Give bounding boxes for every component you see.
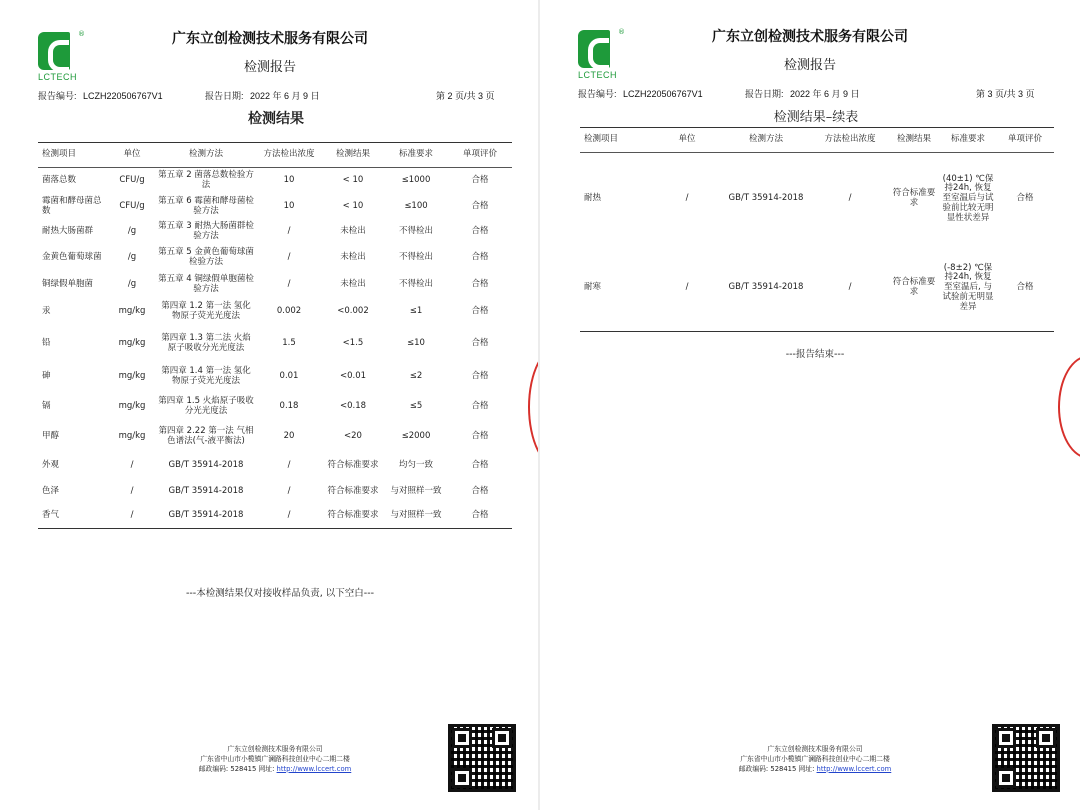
footer-company: 广东立创检测技术服务有限公司 <box>227 745 323 753</box>
cell-evaluation: 合格 <box>471 486 489 497</box>
cell-result: 未检出 <box>340 226 366 237</box>
report-number <box>38 89 163 102</box>
cell-result: <0.002 <box>337 306 369 317</box>
company-name: 广东立创检测技术服务有限公司 <box>712 29 908 45</box>
table-row <box>38 362 512 392</box>
footer-address: 广东省中山市小榄镇广澜路科技创业中心二期二楼 <box>200 754 350 763</box>
company-name: 广东立创检测技术服务有限公司 <box>172 31 368 47</box>
logo-mark-icon <box>578 30 610 68</box>
qr-code-icon <box>992 724 1060 792</box>
header-result: 检测结果 <box>335 149 370 160</box>
cell-unit: CFU/g <box>119 175 145 186</box>
cell-result: 符合标准要求 <box>892 188 936 208</box>
footer-contact <box>690 765 940 775</box>
table-row <box>580 245 1054 331</box>
cell-evaluation: 合格 <box>471 252 489 263</box>
cell-unit: mg/kg <box>118 306 146 317</box>
cell-method: GB/T 35914-2018 <box>168 486 244 497</box>
cell-unit: CFU/g <box>119 201 145 212</box>
footer-contact-text: 邮政编码: 528415 网址: <box>198 764 275 773</box>
table-row <box>38 326 512 362</box>
report-date-label: 报告日期: <box>745 89 784 99</box>
cell-evaluation: 合格 <box>471 306 489 317</box>
header-detection-limit: 方法检出浓度 <box>824 134 876 145</box>
cell-unit: / <box>130 510 134 521</box>
cell-standard: ≤1 <box>409 306 423 317</box>
cell-detection-limit: / <box>287 486 291 497</box>
cell-detection-limit: / <box>287 226 291 237</box>
cell-standard: 与对照样一致 <box>390 486 442 497</box>
cell-unit: /g <box>127 252 137 263</box>
logo-text: LCTECH <box>578 70 618 80</box>
cell-standard: ≤2 <box>409 371 423 382</box>
cell-result: 符合标准要求 <box>327 510 379 521</box>
cell-unit: mg/kg <box>118 401 146 412</box>
cell-evaluation: 合格 <box>471 371 489 382</box>
cell-evaluation: 合格 <box>471 510 489 521</box>
cell-result: < 10 <box>342 175 364 186</box>
report-page-3 <box>540 0 1080 810</box>
page-number: 第 2 页/共 3 页 <box>436 91 495 101</box>
cell-detection-limit: / <box>287 460 291 471</box>
cell-result: 符合标准要求 <box>892 277 936 297</box>
cell-result: <0.18 <box>339 401 367 412</box>
cell-item: 铅 <box>42 338 51 349</box>
footer-url-link[interactable]: http://www.lccert.com <box>816 764 892 773</box>
cell-method: 第四章 1.5 火焰原子吸收分光光度法 <box>158 396 254 416</box>
table-row <box>38 168 512 194</box>
cell-method: 第五章 2 菌落总数检验方法 <box>158 170 254 190</box>
logo-registered-mark: ® <box>618 28 625 36</box>
table-body <box>38 168 512 528</box>
cell-detection-limit: 1.5 <box>282 338 296 349</box>
report-date-label: 报告日期: <box>205 91 244 101</box>
cell-detection-limit: / <box>287 279 291 290</box>
cell-detection-limit: 0.18 <box>279 401 299 412</box>
header-item: 检测项目 <box>42 149 77 160</box>
footer <box>690 745 940 775</box>
cell-unit: / <box>130 460 134 471</box>
page-number: 第 3 页/共 3 页 <box>976 89 1035 99</box>
cell-detection-limit: / <box>848 282 852 293</box>
cell-result: 符合标准要求 <box>327 460 379 471</box>
cell-item: 砷 <box>42 371 51 382</box>
results-end-note: ---本检测结果仅对接收样品负责, 以下空白--- <box>185 588 375 599</box>
cell-method: 第五章 6 霉菌和酵母菌检验方法 <box>158 196 254 216</box>
cell-item: 镉 <box>42 401 51 412</box>
report-title: 检测报告 <box>243 60 296 75</box>
cell-method: GB/T 35914-2018 <box>728 193 804 204</box>
cell-standard: 不得检出 <box>398 226 433 237</box>
section-title: 检测结果–续表 <box>773 110 859 125</box>
cell-evaluation: 合格 <box>1016 193 1034 204</box>
cell-result: <1.5 <box>342 338 364 349</box>
report-date <box>745 87 860 100</box>
cell-standard: ≤100 <box>404 201 428 212</box>
table-header <box>38 143 512 168</box>
header-standard: 标准要求 <box>398 149 433 160</box>
cell-item: 汞 <box>42 306 51 317</box>
cell-method: 第四章 1.4 第一法 氢化物原子荧光光度法 <box>161 366 251 386</box>
cell-evaluation: 合格 <box>1016 282 1034 293</box>
cell-standard: 不得检出 <box>398 279 433 290</box>
cell-detection-limit: 10 <box>283 201 295 212</box>
footer-url-link[interactable]: http://www.lccert.com <box>276 764 352 773</box>
cell-standard: ≤5 <box>409 401 423 412</box>
footer-company: 广东立创检测技术服务有限公司 <box>767 745 863 753</box>
report-number-value: LCZH220506767V1 <box>83 91 163 101</box>
report-date-value: 2022 年 6 月 9 日 <box>250 91 320 101</box>
table-row <box>38 194 512 220</box>
header-detection-limit: 方法检出浓度 <box>263 149 315 160</box>
cell-evaluation: 合格 <box>471 460 489 471</box>
header-unit: 单位 <box>123 149 141 160</box>
cell-item: 甲醇 <box>42 431 60 442</box>
header-method: 检测方法 <box>748 134 783 145</box>
logo-text: LCTECH <box>38 72 78 82</box>
cell-detection-limit: 0.01 <box>279 371 299 382</box>
cell-unit: mg/kg <box>118 431 146 442</box>
header-standard: 标准要求 <box>950 134 985 145</box>
cell-result: <0.01 <box>339 371 367 382</box>
cell-method: 第五章 3 耐热大肠菌群检验方法 <box>158 221 254 241</box>
cell-unit: mg/kg <box>118 338 146 349</box>
cell-standard: (40±1) ℃保持24h, 恢复至室温后与试验前比较无明显性状差异 <box>942 173 994 223</box>
cell-detection-limit: / <box>848 193 852 204</box>
cell-evaluation: 合格 <box>471 338 489 349</box>
footer-contact-text: 邮政编码: 528415 网址: <box>738 764 815 773</box>
cell-method: GB/T 35914-2018 <box>728 282 804 293</box>
table-header <box>580 128 1054 153</box>
header-result: 检测结果 <box>896 134 931 145</box>
table-row <box>38 504 512 528</box>
section-title: 检测结果 <box>248 111 304 127</box>
cell-unit: /g <box>127 226 137 237</box>
cell-standard: 不得检出 <box>398 252 433 263</box>
cell-method: 第五章 4 铜绿假单胞菌检验方法 <box>158 274 254 294</box>
cell-unit: / <box>685 193 689 204</box>
cell-detection-limit: 0.002 <box>276 306 302 317</box>
cell-evaluation: 合格 <box>471 431 489 442</box>
header-evaluation: 单项评价 <box>462 149 497 160</box>
table-row <box>38 272 512 298</box>
cell-detection-limit: 10 <box>283 175 295 186</box>
cell-item: 铜绿假单胞菌 <box>42 279 94 290</box>
table-row <box>38 220 512 244</box>
header-evaluation: 单项评价 <box>1007 134 1042 145</box>
cell-method: 第四章 2.22 第一法 气相色谱法(气-液平衡法) <box>158 426 254 446</box>
cell-result: <20 <box>344 431 362 442</box>
cell-standard: ≤1000 <box>401 175 431 186</box>
cell-evaluation: 合格 <box>471 175 489 186</box>
cell-item: 外观 <box>42 460 60 471</box>
cell-standard: 均匀一致 <box>398 460 433 471</box>
logo-registered-mark: ® <box>78 30 85 38</box>
cell-unit: / <box>130 486 134 497</box>
cell-item: 色泽 <box>42 486 60 497</box>
results-table-continued <box>580 127 1054 332</box>
report-number-label: 报告编号: <box>38 91 77 101</box>
results-table <box>38 142 512 529</box>
cell-standard: ≤2000 <box>401 431 431 442</box>
cell-item: 金黄色葡萄球菌 <box>42 252 102 263</box>
cell-detection-limit: / <box>287 252 291 263</box>
table-body <box>580 153 1054 331</box>
report-number-value: LCZH220506767V1 <box>623 89 703 99</box>
cell-method: 第四章 1.2 第一法 氢化物原子荧光光度法 <box>161 301 251 321</box>
footer-address: 广东省中山市小榄镇广澜路科技创业中心二期二楼 <box>740 754 890 763</box>
cell-detection-limit: 20 <box>283 431 295 442</box>
report-end-note: ---报告结束--- <box>785 349 845 360</box>
table-row <box>38 298 512 326</box>
report-title: 检测报告 <box>783 58 836 73</box>
cell-method: GB/T 35914-2018 <box>168 510 244 521</box>
cell-result: 未检出 <box>340 279 366 290</box>
cell-item: 耐热 <box>584 193 602 204</box>
table-row <box>580 153 1054 245</box>
cell-unit: /g <box>127 279 137 290</box>
cell-item: 菌落总数 <box>42 175 77 186</box>
red-seal-stamp-partial <box>1058 355 1080 459</box>
report-date <box>205 89 320 102</box>
cell-result: < 10 <box>342 201 364 212</box>
table-row <box>38 480 512 504</box>
cell-item: 耐热大肠菌群 <box>42 226 94 237</box>
cell-evaluation: 合格 <box>471 401 489 412</box>
report-number-label: 报告编号: <box>578 89 617 99</box>
qr-code-icon <box>448 724 516 792</box>
table-row <box>38 422 512 452</box>
cell-standard: 与对照样一致 <box>390 510 442 521</box>
cell-standard: (-8±2) ℃保持24h, 恢复至室温后, 与试验前无明显差异 <box>942 262 994 312</box>
footer <box>150 745 400 775</box>
cell-item: 香气 <box>42 510 60 521</box>
cell-evaluation: 合格 <box>471 226 489 237</box>
table-row <box>38 392 512 422</box>
cell-evaluation: 合格 <box>471 201 489 212</box>
cell-standard: ≤10 <box>407 338 425 349</box>
footer-contact <box>150 765 400 775</box>
cell-unit: mg/kg <box>118 371 146 382</box>
report-date-value: 2022 年 6 月 9 日 <box>790 89 860 99</box>
cell-result: 符合标准要求 <box>327 486 379 497</box>
cell-method: 第四章 1.3 第二法 火焰原子吸收分光光度法 <box>161 333 251 353</box>
cell-unit: / <box>685 282 689 293</box>
cell-item: 霉菌和酵母菌总数 <box>42 196 102 216</box>
header-unit: 单位 <box>678 134 696 145</box>
cell-evaluation: 合格 <box>471 279 489 290</box>
header-method: 检测方法 <box>188 149 223 160</box>
table-row <box>38 244 512 272</box>
cell-method: GB/T 35914-2018 <box>168 460 244 471</box>
table-row <box>38 452 512 480</box>
cell-method: 第五章 5 金黄色葡萄球菌检验方法 <box>158 247 254 267</box>
report-number <box>578 87 703 100</box>
cell-result: 未检出 <box>340 252 366 263</box>
cell-item: 耐寒 <box>584 282 602 293</box>
logo-mark-icon <box>38 32 70 70</box>
header-item: 检测项目 <box>584 134 619 145</box>
cell-detection-limit: / <box>287 510 291 521</box>
